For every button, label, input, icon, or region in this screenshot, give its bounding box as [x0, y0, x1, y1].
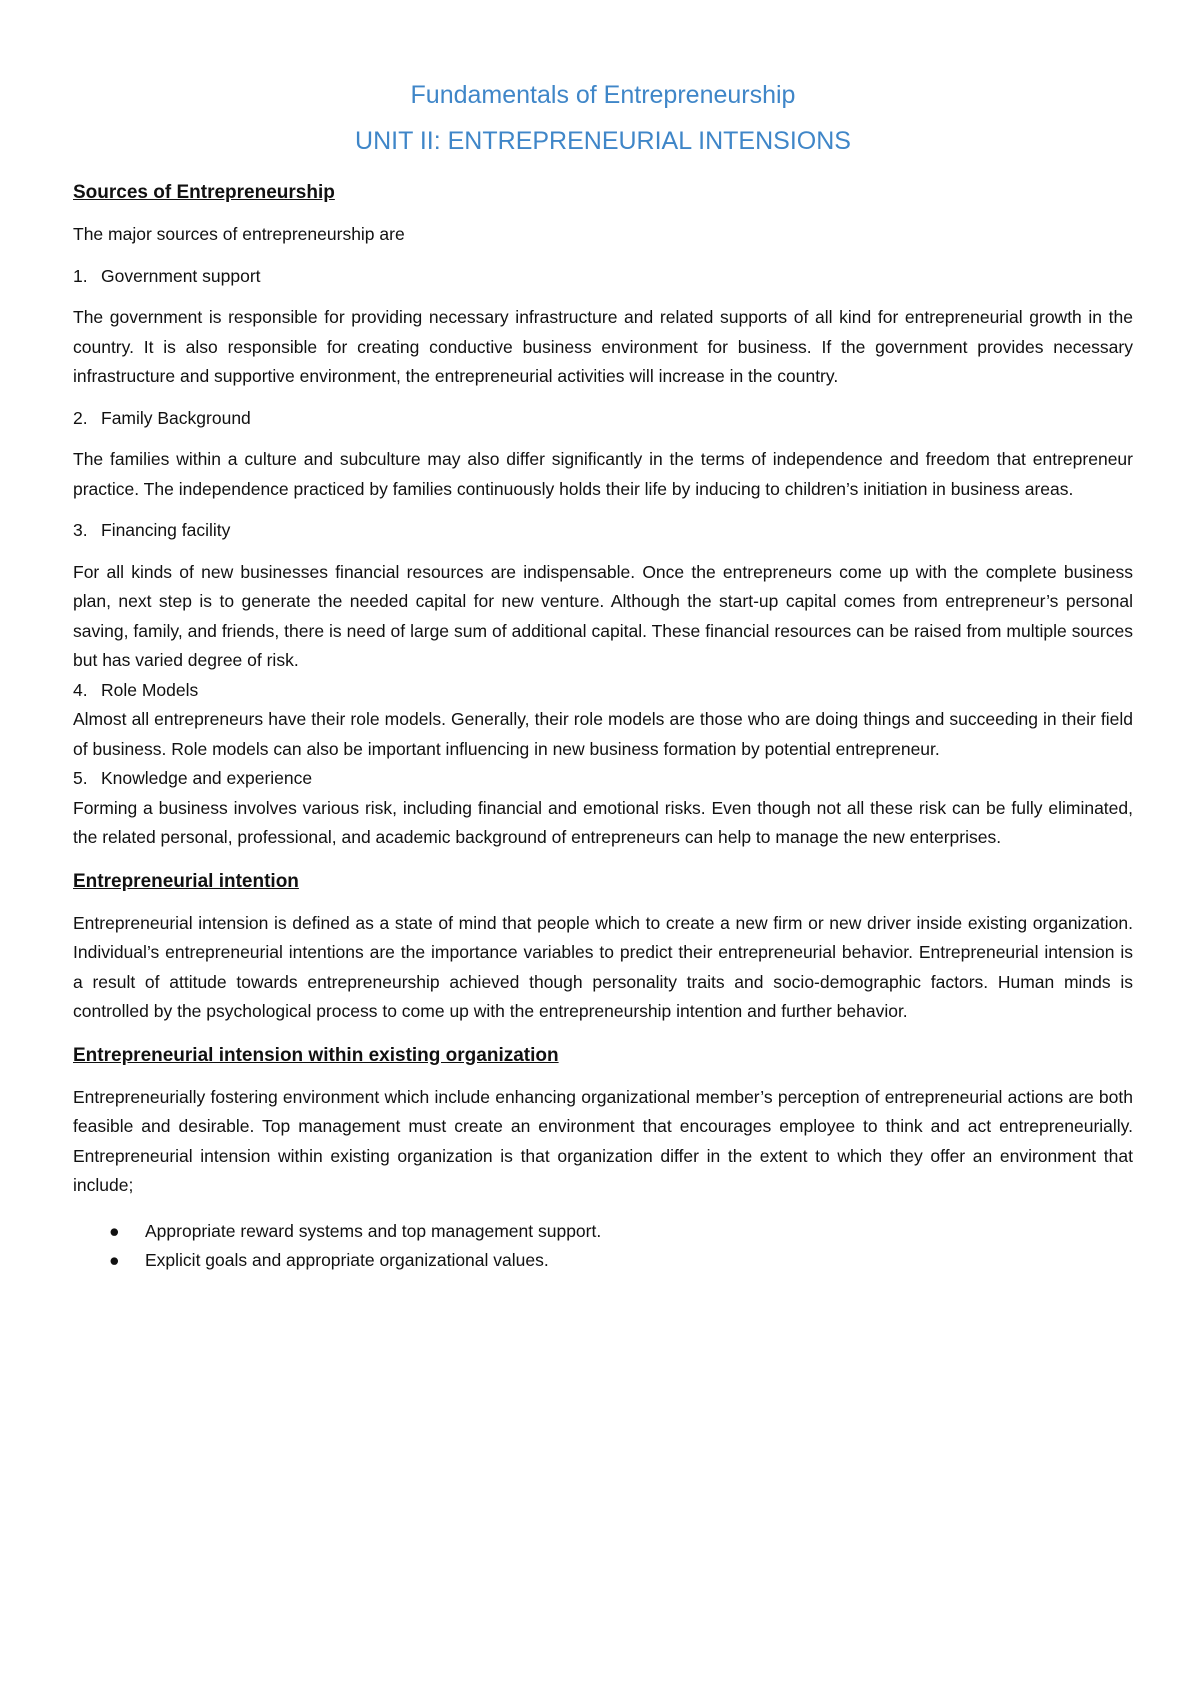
- course-title: Fundamentals of Entrepreneurship: [410, 81, 796, 109]
- source-item-text: For all kinds of new businesses financial resources are indispensable. Once the entrepreneurs come up with the complete business plan, next step is to generate the needed capital for new venture. Although the start-up capital comes from entrepreneur’s personal saving, family, and friends, there is need of large sum of additional capital. These financial resources can be raised from multiple sources but has varied degree of risk.: [73, 561, 1133, 670]
- existing-org-heading: Entrepreneurial intension within existing organization: [73, 1044, 559, 1066]
- sources-intro: The major sources of entrepreneurship are: [73, 224, 405, 244]
- bullet-icon: ●: [109, 1220, 120, 1241]
- source-item-label: 3. Financing facility: [73, 520, 231, 540]
- existing-org-text: Entrepreneurially fostering environment which include enhancing organizational member’s perception of entrepreneurial actions are both feasible and desirable. Top management must create an environment that encourages employee to think and act entrepreneurially. Entrepreneurial intension within existing organization is that organization differ in the extent to which they offer an environment that include;: [73, 1086, 1133, 1195]
- document-title: [73, 72, 1133, 164]
- source-item-text: Forming a business involves various risk, including financial and emotional risks. Even though not all these risk can be fully eliminated, the related personal, professional, and academic background of entrepreneurs can help to manage the new enterprises.: [73, 797, 1133, 847]
- intention-text: Entrepreneurial intension is defined as a state of mind that people which to create a new firm or new driver inside existing organization. Individual’s entrepreneurial intentions are the importance variables to predict their entrepreneurial behavior. Entrepreneurial intension is a result of attitude towards entrepreneurship achieved though personality traits and socio-demographic factors. Human minds is controlled by the psychological process to come up with the entrepreneurship intention and further behavior.: [73, 912, 1133, 1021]
- source-item-text: Almost all entrepreneurs have their role models. Generally, their role models are those who are doing things and succeeding in their field of business. Role models can also be important influencing in new business formation by potential entrepreneur.: [73, 709, 1133, 759]
- source-item-text: The families within a culture and subculture may also differ significantly in the terms of independence and freedom that entrepreneur practice. The independence practiced by families continuously holds their life by inducing to children’s initiation in business areas.: [73, 449, 1133, 499]
- list-item: ● Explicit goals and appropriate organizational values.: [73, 1246, 1133, 1276]
- document-page: [73, 72, 1133, 1276]
- bullet-icon: ●: [109, 1250, 120, 1270]
- intention-heading: Entrepreneurial intention: [73, 870, 299, 892]
- source-item-label: 5. Knowledge and experience: [73, 768, 313, 788]
- source-item-text: The government is responsible for providing necessary infrastructure and related supports of all kind for entrepreneurial growth in the country. It is also responsible for creating conductive business environment for business. If the government provides necessary infrastructure and supportive environment, the entrepreneurial activities will increase in the country.: [73, 307, 1133, 386]
- sources-heading: Sources of Entrepreneurship: [73, 182, 335, 203]
- source-item-label: 4. Role Models: [73, 679, 199, 700]
- source-item-label: 2. Family Background: [73, 407, 251, 428]
- unit-title: UNIT II: ENTREPRENEURIAL INTENSIONS: [355, 127, 851, 155]
- bullet-list: [73, 1217, 1133, 1276]
- list-item: ● Appropriate reward systems and top management support.: [73, 1217, 1133, 1247]
- source-item-label: 1. Government support: [73, 265, 261, 286]
